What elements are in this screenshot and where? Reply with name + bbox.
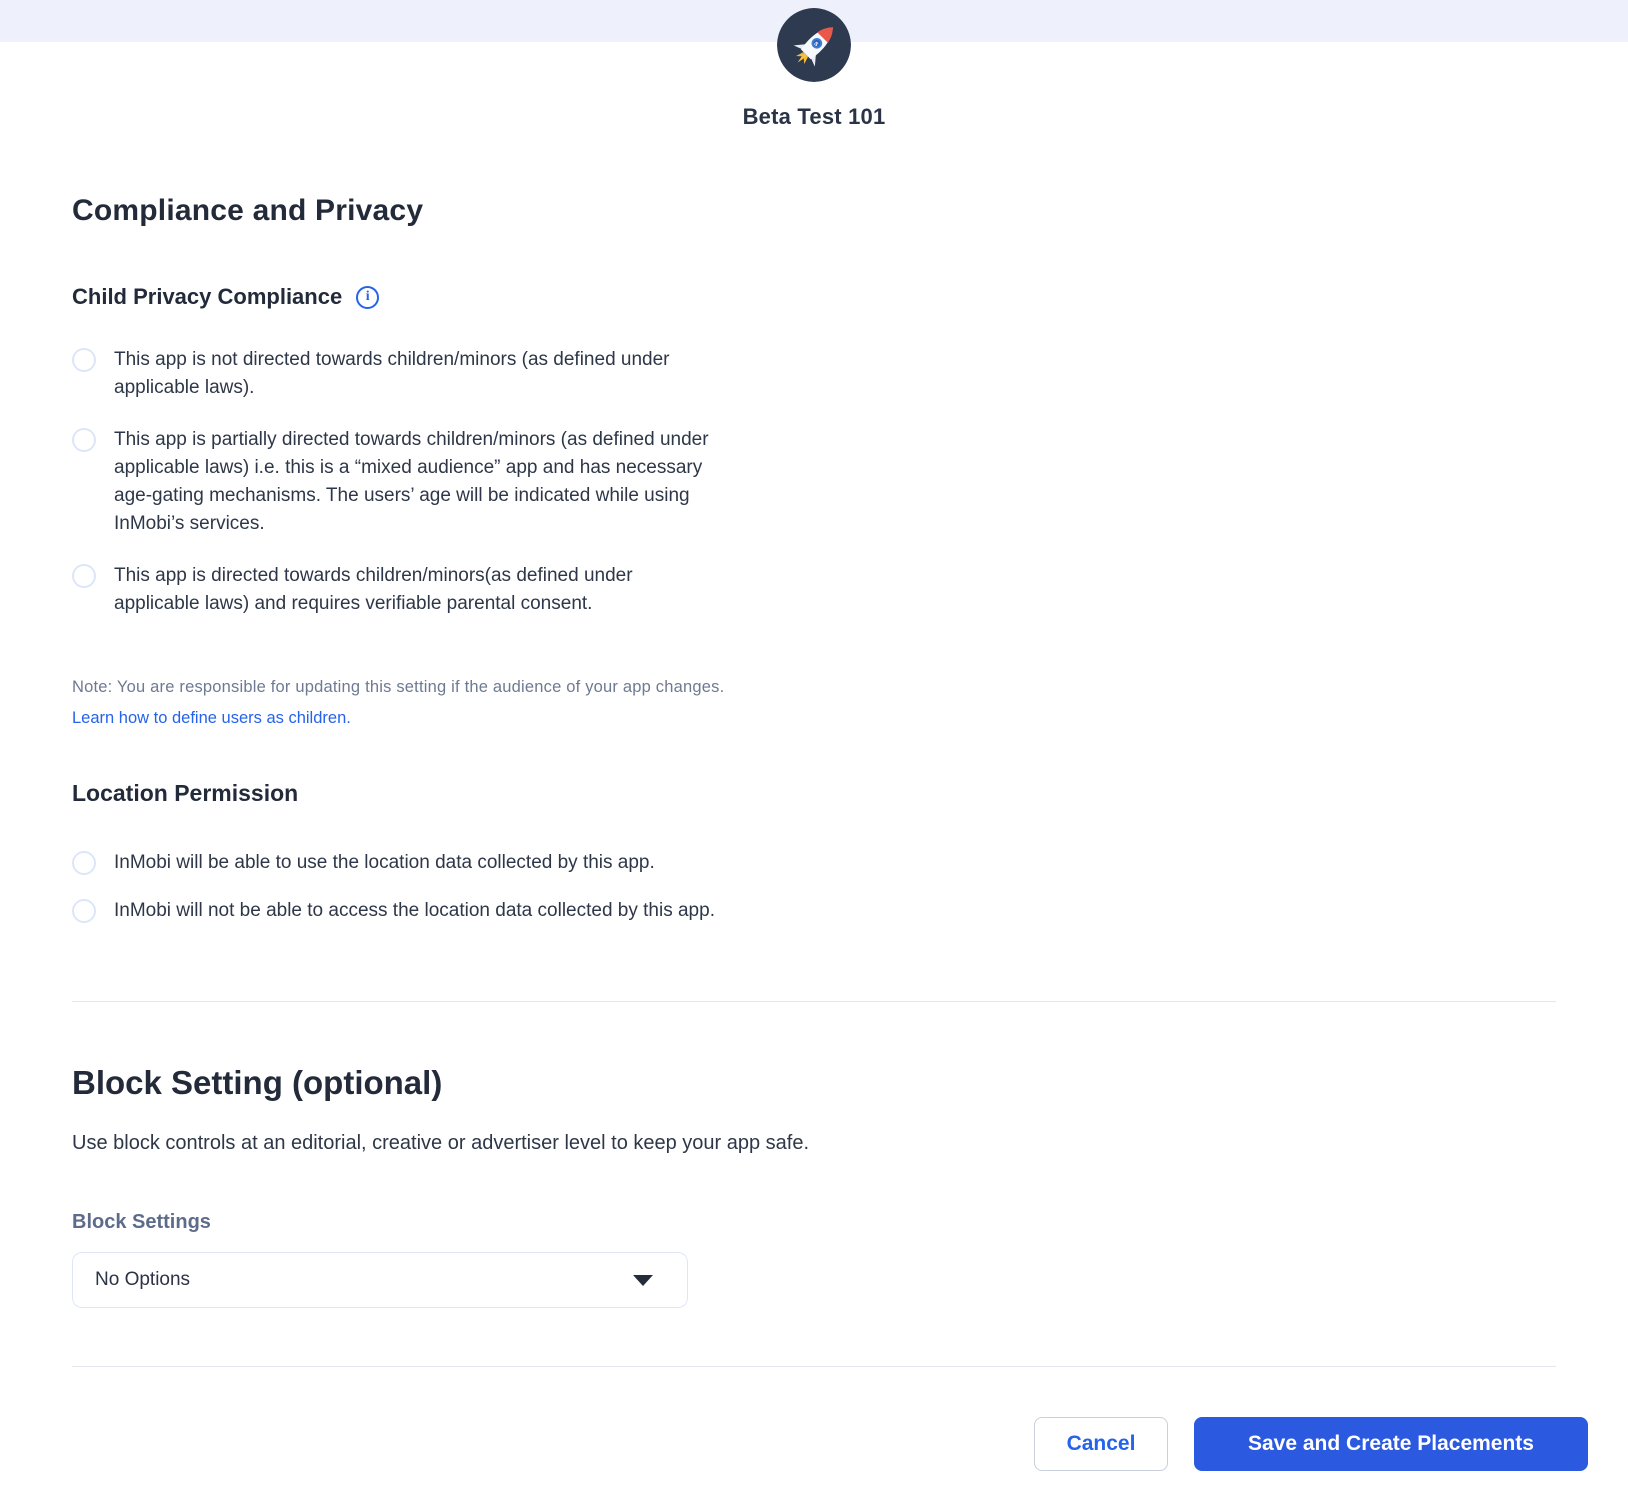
radio-option-label[interactable]: InMobi will be able to use the location data collected by this app. (114, 852, 655, 873)
svg-text:s: s (812, 40, 820, 48)
compliance-section-title: Compliance and Privacy (72, 194, 424, 227)
radio-option-partially-directed[interactable] (72, 426, 1556, 538)
radio-option-location-denied[interactable] (72, 897, 1556, 925)
cancel-button[interactable]: Cancel (1034, 1417, 1168, 1471)
radio-button[interactable] (72, 899, 96, 923)
block-settings-field-label: Block Settings (72, 1211, 211, 1233)
radio-button[interactable] (72, 851, 96, 875)
radio-option-label[interactable]: InMobi will not be able to access the location data collected by this app. (114, 900, 715, 921)
dropdown-selected-value: No Options (95, 1269, 191, 1290)
footer-divider (72, 1366, 1556, 1367)
block-setting-title: Block Setting (optional) (72, 1064, 443, 1101)
radio-option-label[interactable]: This app is directed towards children/minors(as defined under applicable laws) and requires verifiable parental consent. (114, 565, 633, 614)
radio-option-directed[interactable] (72, 562, 1556, 618)
radio-option-label[interactable]: This app is partially directed towards children/minors (as defined under applicable laws) i.e. this is a “mixed audience” app and has necessary age-gating mechanisms. The users’ age will be indicated while using InMobi’s services. (114, 429, 709, 534)
child-privacy-radio-group (72, 346, 1556, 618)
info-icon[interactable]: i (356, 286, 379, 309)
child-privacy-note: Note: You are responsible for updating this setting if the audience of your app changes. (72, 678, 725, 696)
radio-option-not-directed[interactable] (72, 346, 1556, 402)
radio-button[interactable] (72, 348, 96, 372)
section-divider (72, 1001, 1556, 1002)
radio-option-location-allowed[interactable] (72, 849, 1556, 877)
app-name: Beta Test 101 (742, 104, 886, 129)
save-and-create-placements-button[interactable]: Save and Create Placements (1194, 1417, 1588, 1471)
child-privacy-label: Child Privacy Compliance (72, 284, 343, 309)
block-settings-dropdown[interactable] (72, 1252, 688, 1308)
chevron-down-icon (633, 1275, 653, 1286)
block-setting-description: Use block controls at an editorial, creative or advertiser level to keep your app safe. (72, 1132, 810, 1154)
location-permission-radio-group (72, 849, 1556, 925)
radio-option-label[interactable]: This app is not directed towards children/minors (as defined under applicable laws). (114, 349, 670, 398)
footer-actions (72, 1417, 1588, 1471)
learn-more-link[interactable]: Learn how to define users as children. (72, 709, 351, 727)
location-permission-title: Location Permission (72, 780, 299, 806)
rocket-icon (777, 8, 851, 82)
radio-button[interactable] (72, 564, 96, 588)
radio-button[interactable] (72, 428, 96, 452)
